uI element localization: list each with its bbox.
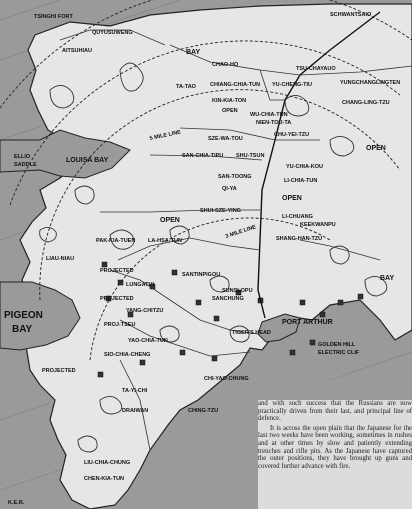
label-shuiszeying: SHUI-SZE-YING (200, 208, 241, 214)
article-paragraph-1: and with such success that the Russians are now practically driven from their last, and principal line of defence. (258, 400, 412, 423)
label-yanghitzu: YANG-CHITZU (126, 308, 164, 314)
label-tiger-bay: BAY (380, 275, 395, 282)
label-lichuang: LI-CHUANG (282, 214, 313, 220)
label-ellio: ELLIO (14, 154, 31, 160)
label-chiangchiatun: CHIANG-CHIA-TUN (210, 82, 261, 88)
label-sanchiatipu: SAN-CHIA-TIPU (182, 153, 224, 159)
label-keekwanpu: KEEKWANPU (300, 222, 336, 228)
label-aitsuhiau: AITSUHIAU (62, 48, 92, 54)
label-santoong: SAN-TOONG (218, 174, 252, 180)
label-lichiatun: LI-CHIA-TUN (284, 178, 318, 184)
label-chiyaochoung: CHI-YAO-CHUNG (204, 376, 249, 382)
label-pakiatuen: PAK-KIA-TUEN (96, 238, 136, 244)
label-chenkiatun: CHEN-KIA-TUN (84, 476, 125, 482)
label-open-4: OPEN (160, 217, 180, 224)
label-initials: K.E.R. (8, 500, 25, 506)
label-pigeon-bay: BAY (12, 324, 33, 335)
label-qiya: QI-YA (222, 186, 237, 192)
label-projected-3: PROJECTED (42, 368, 76, 374)
label-tatao: TA-TAO (176, 84, 196, 90)
label-open-3: OPEN (282, 195, 302, 202)
label-lahsatun: LA-HSA-TUN (148, 238, 182, 244)
label-5-mile-line: 5 MILE LINE (149, 129, 182, 142)
label-kinkiaton: KIN-KIA-TON (212, 98, 247, 104)
label-quyusuweng: QUYUSUWENG (92, 30, 133, 36)
label-chingtzu: CHING-TZU (188, 408, 219, 414)
label-yuchiakou: YU-CHIA-KOU (286, 164, 323, 170)
label-shutsun: SHU-TSUN (236, 153, 265, 159)
label-bay-north: BAY (186, 49, 201, 56)
label-projected-2: PROJECTED (100, 296, 134, 302)
label-chaoho: CHAO-HO (212, 62, 239, 68)
label-pigeon-bay-1: PIGEON (4, 310, 43, 321)
label-tigers-head: TIGER'S HEAD (232, 330, 271, 336)
label-golden-hill: GOLDEN HILL (318, 342, 356, 348)
label-yuchengtiu: YU-CHENG-TIU (272, 82, 313, 88)
label-projected-1: PROJECTED (100, 268, 134, 274)
label-sanchung: SANCHUNG (212, 296, 244, 302)
label-wuchiatun: WU-CHIA-TUN (250, 112, 288, 118)
label-nientouta: NIEN-TOU-TA (256, 120, 292, 126)
label-projtseu: PROJ-TSEU (104, 322, 136, 328)
label-sunslopu: SUNSLOPU (222, 288, 253, 294)
label-siochiacheng: SIO-CHIA-CHENG (104, 352, 151, 358)
label-schwantsaio: SCHWANTSAIO (330, 12, 372, 18)
label-sziwatou: SZE-WA-TOU (208, 136, 243, 142)
label-santinpigou: SANTINPIGOU (182, 272, 221, 278)
label-saddle: SADDLE (14, 162, 37, 168)
label-chuyeitzu: CHU-YEI-TZU (274, 132, 310, 138)
label-3-mile-line: 3 MILE LINE (224, 224, 257, 240)
label-changlingtzu: CHANG-LING-TZU (342, 100, 390, 106)
article-paragraph-2: It is across the open plain that the Japanese for the last two weeks have been working, sometimes in rushes and at other times by slow and patiently extending trenches and rifle pits. As the Japanese have captured the outer positions, they have brought up guns and covered further advance with fire. (258, 424, 412, 470)
label-electric-clif: ELECTRIC CLIF (318, 350, 360, 356)
label-tayichi: TA-YI-CHI (122, 388, 148, 394)
label-tsuchayauo: TSU-CHAYAUO (296, 66, 336, 72)
label-liuchiachung: LIU-CHIA-CHUNG (84, 460, 131, 466)
label-shanghantzu: SHANG-HAN-TZU (276, 236, 323, 242)
label-lungatui: LUNGATUI (126, 282, 155, 288)
article-text (258, 400, 412, 509)
label-yungchangling: YUNGCHANGLINGTEN (340, 80, 401, 86)
label-open-2: OPEN (366, 145, 386, 152)
label-port-arthur: PORT ARTHUR (282, 319, 333, 326)
label-tsinghi: TSINGHI FORT (34, 14, 73, 20)
label-louisa-bay: LOUISA BAY (66, 157, 109, 164)
label-open-1: OPEN (222, 108, 238, 114)
label-yaochiatun: YAO-CHIA-TUN (128, 338, 168, 344)
label-draiwan: DRAIWAN (122, 408, 149, 414)
label-liauniau: LIAU-NIAU (46, 256, 75, 262)
